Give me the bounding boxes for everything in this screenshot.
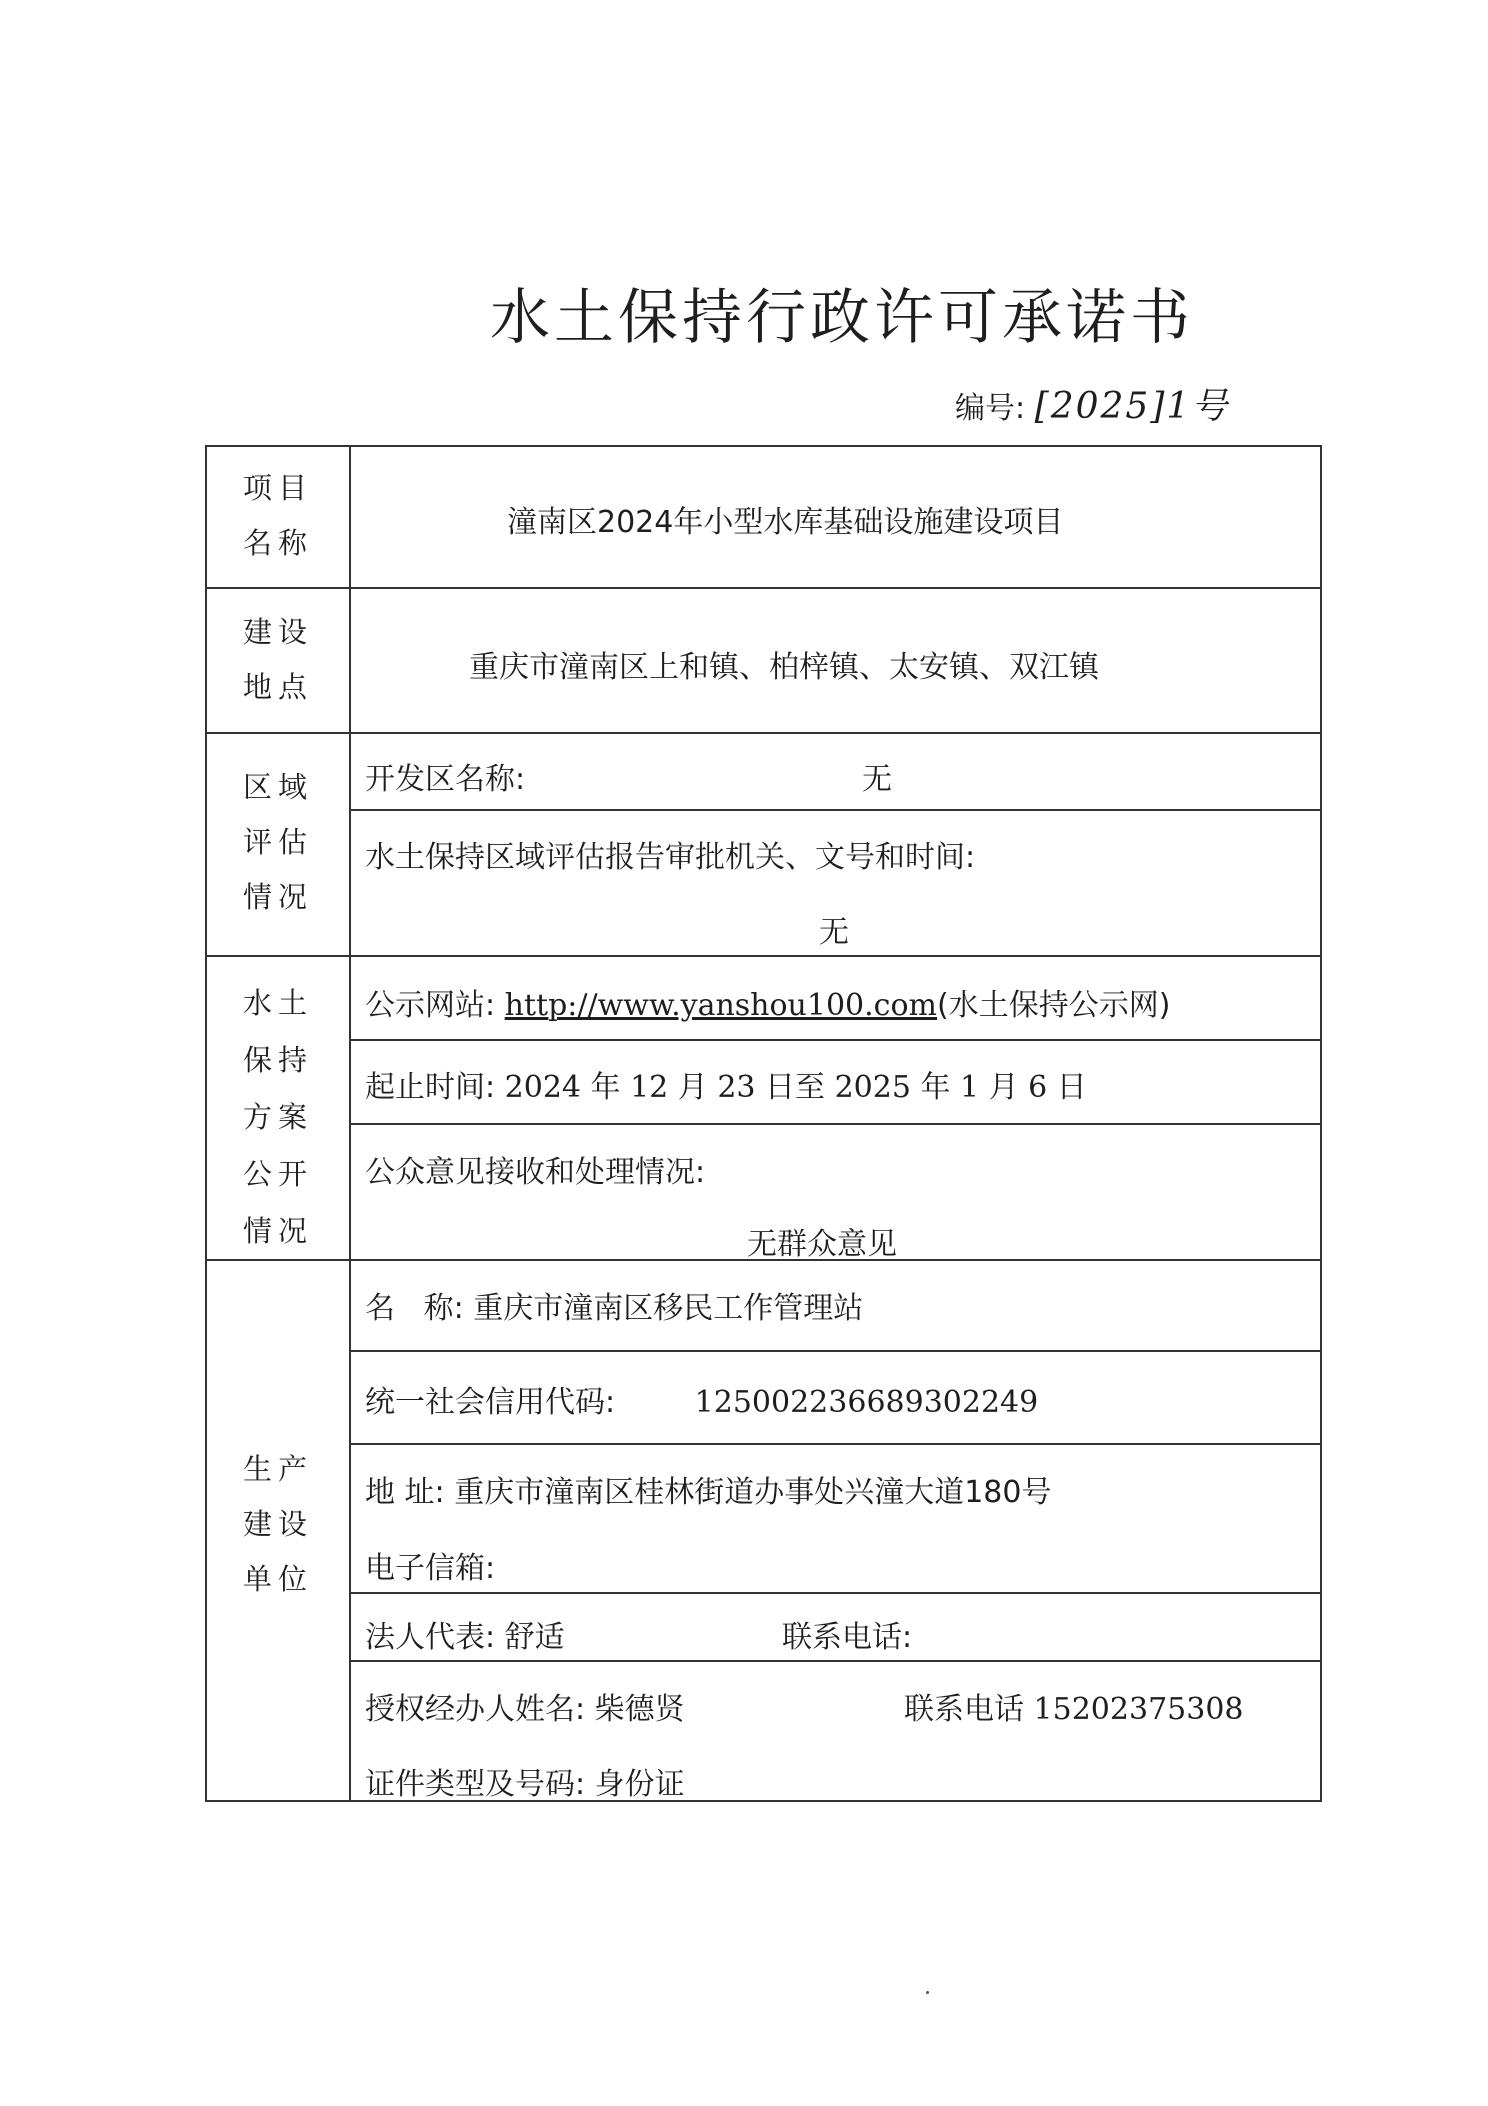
legal-rep-label: 法人代表: (365, 1620, 496, 1655)
agent (365, 1684, 685, 1728)
document-title: 水土保持行政许可承诺书 (490, 283, 1194, 353)
sub-row-divider (349, 1350, 1322, 1352)
row-divider (207, 732, 1322, 734)
label-line: 名称 (242, 526, 313, 560)
website-label: 公示网站: (365, 988, 496, 1023)
label-line: 方案 (242, 1100, 313, 1134)
sub-row-divider (349, 1443, 1322, 1445)
row-divider (207, 587, 1322, 589)
publicity-website (365, 980, 1170, 1024)
id-info (365, 1759, 685, 1803)
location-label (207, 605, 349, 715)
label-line: 保持 (242, 1043, 313, 1077)
unit-address (365, 1467, 1051, 1511)
sub-row-divider (349, 1039, 1322, 1041)
feedback-value: 无群众意见 (747, 1227, 897, 1262)
project-name-value: 潼南区2024年小型水库基础设施建设项目 (507, 505, 1064, 540)
legal-phone-label: 联系电话: (782, 1620, 913, 1655)
website-link[interactable]: http://www.yanshou100.com (504, 988, 937, 1023)
assessment-report-value: 无 (819, 915, 849, 950)
label-line: 项目 (242, 471, 313, 505)
scan-speck (926, 1991, 929, 1994)
assessment-report-label: 水土保持区域评估报告审批机关、文号和时间: (365, 840, 976, 875)
row-divider (207, 955, 1322, 957)
label-line: 单位 (242, 1562, 313, 1596)
agent-value: 柴德贤 (594, 1692, 685, 1727)
address-label: 地 址: (365, 1475, 445, 1510)
credit-code-value: 125002236689302249 (694, 1385, 1039, 1420)
dev-zone-label: 开发区名称: (365, 762, 526, 797)
sub-row-divider (349, 1123, 1322, 1125)
credit-code (365, 1377, 1038, 1421)
address-value: 重庆市潼南区桂林街道办事处兴潼大道180号 (454, 1475, 1052, 1510)
label-line: 评估 (242, 825, 313, 859)
label-line: 情况 (242, 1214, 313, 1248)
document-number-label: 编号: (955, 391, 1026, 426)
label-line: 生产 (242, 1452, 313, 1486)
sub-row-divider (349, 809, 1322, 811)
commitment-table (205, 445, 1322, 1802)
document-number-value: [2025]1号 (1034, 386, 1230, 427)
label-line: 区域 (242, 770, 313, 804)
feedback-label: 公众意见接收和处理情况: (365, 1155, 706, 1190)
label-line: 建设 (242, 615, 313, 649)
project-name-label (207, 461, 349, 571)
agent-phone-value: 15202375308 (1033, 1692, 1244, 1727)
unit-name-value: 重庆市潼南区移民工作管理站 (473, 1291, 864, 1326)
label-line: 公开 (242, 1157, 313, 1191)
unit-name-label: 名 称: (365, 1291, 464, 1326)
location-value: 重庆市潼南区上和镇、柏梓镇、太安镇、双江镇 (469, 650, 1099, 685)
label-line: 建设 (242, 1507, 313, 1541)
legal-rep-value: 舒适 (504, 1620, 565, 1655)
unit-name (365, 1283, 863, 1327)
period-value: 2024 年 12 月 23 日至 2025 年 1 月 6 日 (504, 1070, 1087, 1105)
label-line: 地点 (242, 670, 313, 704)
document-number (955, 378, 1229, 429)
credit-code-label: 统一社会信用代码: (365, 1385, 616, 1420)
publicity-label (207, 975, 349, 1260)
regional-assessment-label (207, 760, 349, 925)
label-line: 水土 (242, 986, 313, 1020)
website-note: (水土保持公示网) (937, 988, 1171, 1023)
legal-rep (365, 1612, 565, 1656)
label-line: 情况 (242, 880, 313, 914)
agent-phone-label: 联系电话 (904, 1692, 1024, 1727)
sub-row-divider (349, 1592, 1322, 1594)
email-label: 电子信箱: (365, 1551, 496, 1586)
id-label: 证件类型及号码: (365, 1767, 586, 1802)
id-value: 身份证 (594, 1767, 685, 1802)
sub-row-divider (349, 1660, 1322, 1662)
dev-zone-value: 无 (862, 762, 892, 797)
agent-phone (904, 1684, 1244, 1728)
unit-label (207, 1442, 349, 1607)
period-label: 起止时间: (365, 1070, 496, 1105)
publicity-period (365, 1062, 1087, 1106)
agent-label: 授权经办人姓名: (365, 1692, 586, 1727)
